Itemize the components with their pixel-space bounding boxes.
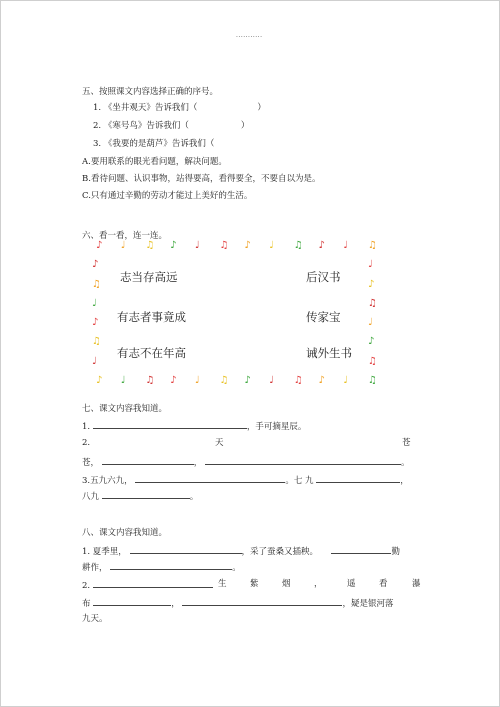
music-note-icon: ♩ bbox=[368, 317, 373, 329]
music-note-icon: ♫ bbox=[368, 240, 377, 251]
item-text: 《坐井观天》告诉我们（ bbox=[103, 103, 198, 113]
section7-line-5: 八九 。 bbox=[82, 492, 199, 502]
music-note-icon: ♫ bbox=[92, 336, 101, 348]
music-note-icon: ♩ bbox=[269, 240, 274, 251]
section8-line-2: 耕作， 。 bbox=[82, 563, 241, 573]
fill-blank[interactable] bbox=[182, 597, 342, 606]
item-number: 3. bbox=[93, 139, 102, 149]
section8-line-1: 1. 夏季里， ，采了蚕桑又插秧。 勤 bbox=[82, 547, 400, 557]
section7-line-3: 苍， ， 。 bbox=[82, 458, 410, 468]
music-note-icon: ♪ bbox=[368, 336, 375, 348]
match-right-2: 传家宝 bbox=[306, 310, 341, 324]
fill-blank[interactable] bbox=[130, 545, 242, 554]
match-left-1: 志当存高远 bbox=[120, 270, 178, 284]
music-note-icon: ♪ bbox=[92, 259, 99, 271]
fill-blank[interactable] bbox=[102, 456, 194, 465]
fill-blank[interactable] bbox=[135, 474, 285, 483]
fill-blank[interactable] bbox=[205, 456, 401, 465]
music-note-icon: ♪ bbox=[368, 278, 375, 290]
section5-item-1 bbox=[93, 103, 266, 114]
section5-item-2 bbox=[93, 121, 249, 132]
match-left-3: 有志不在年高 bbox=[117, 346, 186, 360]
music-note-icon: ♩ bbox=[120, 240, 126, 251]
section8-line-4: 布 ， ，疑是银河落 bbox=[82, 599, 394, 609]
section7-line-1: 1. ，手可摘星辰。 bbox=[82, 422, 307, 432]
item-number: 1. bbox=[93, 103, 102, 113]
music-note-icon: ♩ bbox=[194, 375, 200, 386]
fill-blank[interactable] bbox=[331, 545, 391, 554]
section7-line-4: 3.五九六九， 。七 九 ， bbox=[82, 476, 409, 486]
music-note-icon: ♫ bbox=[92, 278, 101, 290]
music-note-icon: ♪ bbox=[92, 317, 99, 329]
fill-blank[interactable] bbox=[93, 597, 171, 606]
section8-title: 八、课文内容我知道。 bbox=[82, 528, 168, 538]
section5-item-3 bbox=[93, 139, 214, 150]
music-note-icon: ♫ bbox=[219, 240, 229, 251]
music-note-icon: ♩ bbox=[92, 297, 97, 309]
match-right-1: 后汉书 bbox=[306, 270, 341, 284]
music-note-icon: ♩ bbox=[120, 375, 126, 386]
item-number: 2. bbox=[93, 121, 102, 131]
fill-blank[interactable] bbox=[102, 490, 190, 499]
fill-blank[interactable] bbox=[93, 420, 247, 429]
music-note-icon: ♪ bbox=[244, 240, 251, 251]
fill-blank[interactable] bbox=[110, 561, 232, 570]
music-note-icon: ♫ bbox=[219, 375, 229, 386]
section5-option-a: A.要用联系的眼光看问题，解决问题。 bbox=[82, 157, 227, 167]
music-note-icon: ♫ bbox=[145, 240, 155, 251]
section6-title: 六、看一看，连一连。 bbox=[82, 231, 168, 241]
item-text: 《我要的是葫芦》告诉我们（ bbox=[103, 139, 215, 149]
music-note-icon: ♪ bbox=[96, 375, 103, 386]
section7-title: 七、课文内容我知道。 bbox=[82, 404, 168, 414]
section5-title: 五、按照课文内容选择正确的序号。 bbox=[82, 87, 219, 97]
section8-line-3: 2. 生 紫 烟 ， 遥 看 瀑 bbox=[82, 579, 421, 591]
music-note-icon: ♪ bbox=[318, 240, 325, 251]
music-note-icon: ♫ bbox=[368, 375, 377, 386]
header-mark: ··········· bbox=[236, 34, 263, 41]
music-note-icon: ♫ bbox=[368, 355, 377, 367]
music-note-icon: ♩ bbox=[194, 240, 200, 251]
match-right-3: 诫外生书 bbox=[306, 346, 352, 360]
music-note-icon: ♫ bbox=[368, 297, 377, 309]
music-note-icon: ♫ bbox=[145, 375, 155, 386]
section7-line-2: 2. 天 苍 bbox=[82, 438, 411, 448]
matching-box bbox=[92, 241, 378, 386]
music-note-icon: ♫ bbox=[293, 240, 303, 251]
music-note-icon: ♩ bbox=[343, 375, 348, 386]
music-note-icon: ♩ bbox=[368, 259, 373, 271]
section8-line-5: 九天。 bbox=[82, 614, 108, 624]
item-close: ） bbox=[240, 121, 250, 131]
item-close: ） bbox=[257, 103, 266, 113]
music-note-icon: ♫ bbox=[293, 375, 303, 386]
section5-option-c: C.只有通过辛勤的劳动才能过上美好的生活。 bbox=[82, 191, 253, 201]
match-left-2: 有志者事竟成 bbox=[117, 310, 186, 324]
fill-blank[interactable] bbox=[316, 474, 400, 483]
music-note-icon: ♪ bbox=[244, 375, 251, 386]
music-note-icon: ♪ bbox=[96, 240, 103, 251]
music-note-icon: ♪ bbox=[170, 240, 177, 251]
music-note-icon: ♪ bbox=[170, 375, 177, 386]
music-note-icon: ♪ bbox=[318, 375, 325, 386]
music-note-icon: ♩ bbox=[92, 355, 97, 367]
music-note-icon: ♩ bbox=[343, 240, 348, 251]
fill-blank[interactable] bbox=[93, 579, 213, 588]
music-note-icon: ♩ bbox=[269, 375, 274, 386]
item-text: 《寒号鸟》告诉我们（ bbox=[103, 121, 189, 131]
section5-option-b: B.看待问题、认识事物，站得要高，看得要全，不要自以为是。 bbox=[82, 174, 321, 184]
